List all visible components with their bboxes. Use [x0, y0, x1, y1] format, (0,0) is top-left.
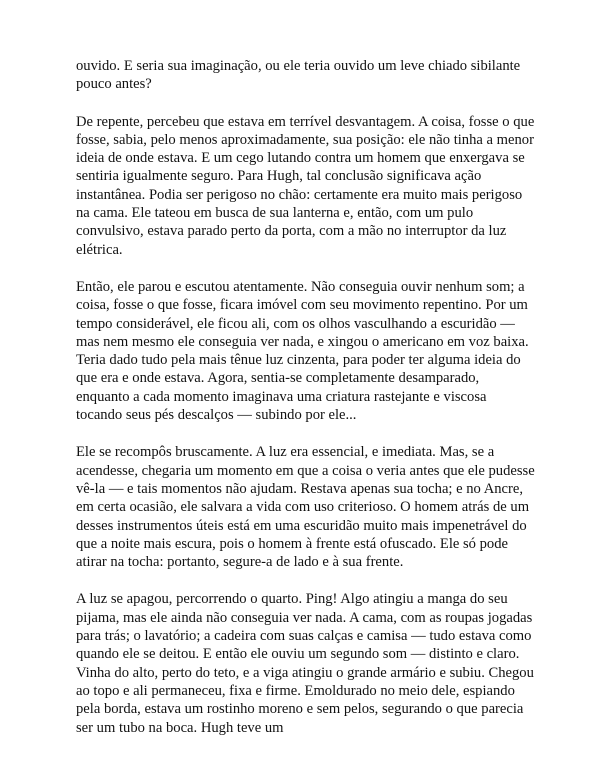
document-body [76, 57, 536, 756]
paragraph-2: De repente, percebeu que estava em terrível desvantagem. A coisa, fosse o que fosse, sabia, pelo menos aproximadamente, sua posição: ele não tinha a menor ideia de onde estava. E um cego lutando contra um homem que enxergava se sentiria igualmente seguro. Para Hugh, tal conclusão significava ação instantânea. Podia ser perigoso no chão: certamente era muito mais perigoso na cama. Ele tateou em busca de sua lanterna e, então, com um pulo convulsivo, estava parado perto da porta, com a mão no interruptor da luz elétrica. [76, 113, 535, 258]
paragraph-4: Ele se recompôs bruscamente. A luz era essencial, e imediata. Mas, se a acendesse, chegaria um momento em que a coisa o veria antes que ele pudesse vê-la — e tais momentos não ajudam. Restava apenas sua tocha; e no Ancre, em certa ocasião, ele salvara a vida com uso criterioso. O homem atrás de um desses instrumentos úteis está em uma escuridão muito mais impenetrável do que a noite mais escura, pois o homem à frente está ofuscado. Ele só pode atirar na tocha: portanto, segure-a de lado e à sua frente. [76, 444, 535, 571]
paragraph-3: Então, ele parou e escutou atentamente. Não conseguia ouvir nenhum som; a coisa, fosse o que fosse, ficara imóvel com seu movimento repentino. Por um tempo considerável, ele ficou ali, com os olhos vasculhando a escuridão — mas nem mesmo ele conseguia ver nada, e xingou o americano em voz baixa. Teria dado tudo pela mais tênue luz cinzenta, para poder ter alguma ideia do que era e onde estava. Agora, sentia-se completamente desamparado, enquanto a cada momento imaginava uma criatura rastejante e viscosa tocando seus pés descalços — subindo por ele... [76, 278, 529, 424]
paragraph-1: ouvido. E seria sua imaginação, ou ele teria ouvido um leve chiado sibilante pouco antes? [76, 58, 521, 93]
paragraph-5: A luz se apagou, percorrendo o quarto. Ping! Algo atingiu a manga do seu pijama, mas ele ainda não conseguia ver nada. A cama, com as roupas jogadas para trás; o lavatório; a cadeira com suas calças e camisa — tudo estava como quando ele se deitou. E então ele ouviu um segundo som — distinto e claro. Vinha do alto, perto do teto, e a viga atingiu o grande armário e subiu. Chegou ao topo e ali permaneceu, fixa e firme. Emoldurado no meio dele, espiando pela borda, estava um rostinho moreno e sem pelos, segurando o que parecia ser um tubo na boca. Hugh teve um [76, 591, 534, 736]
